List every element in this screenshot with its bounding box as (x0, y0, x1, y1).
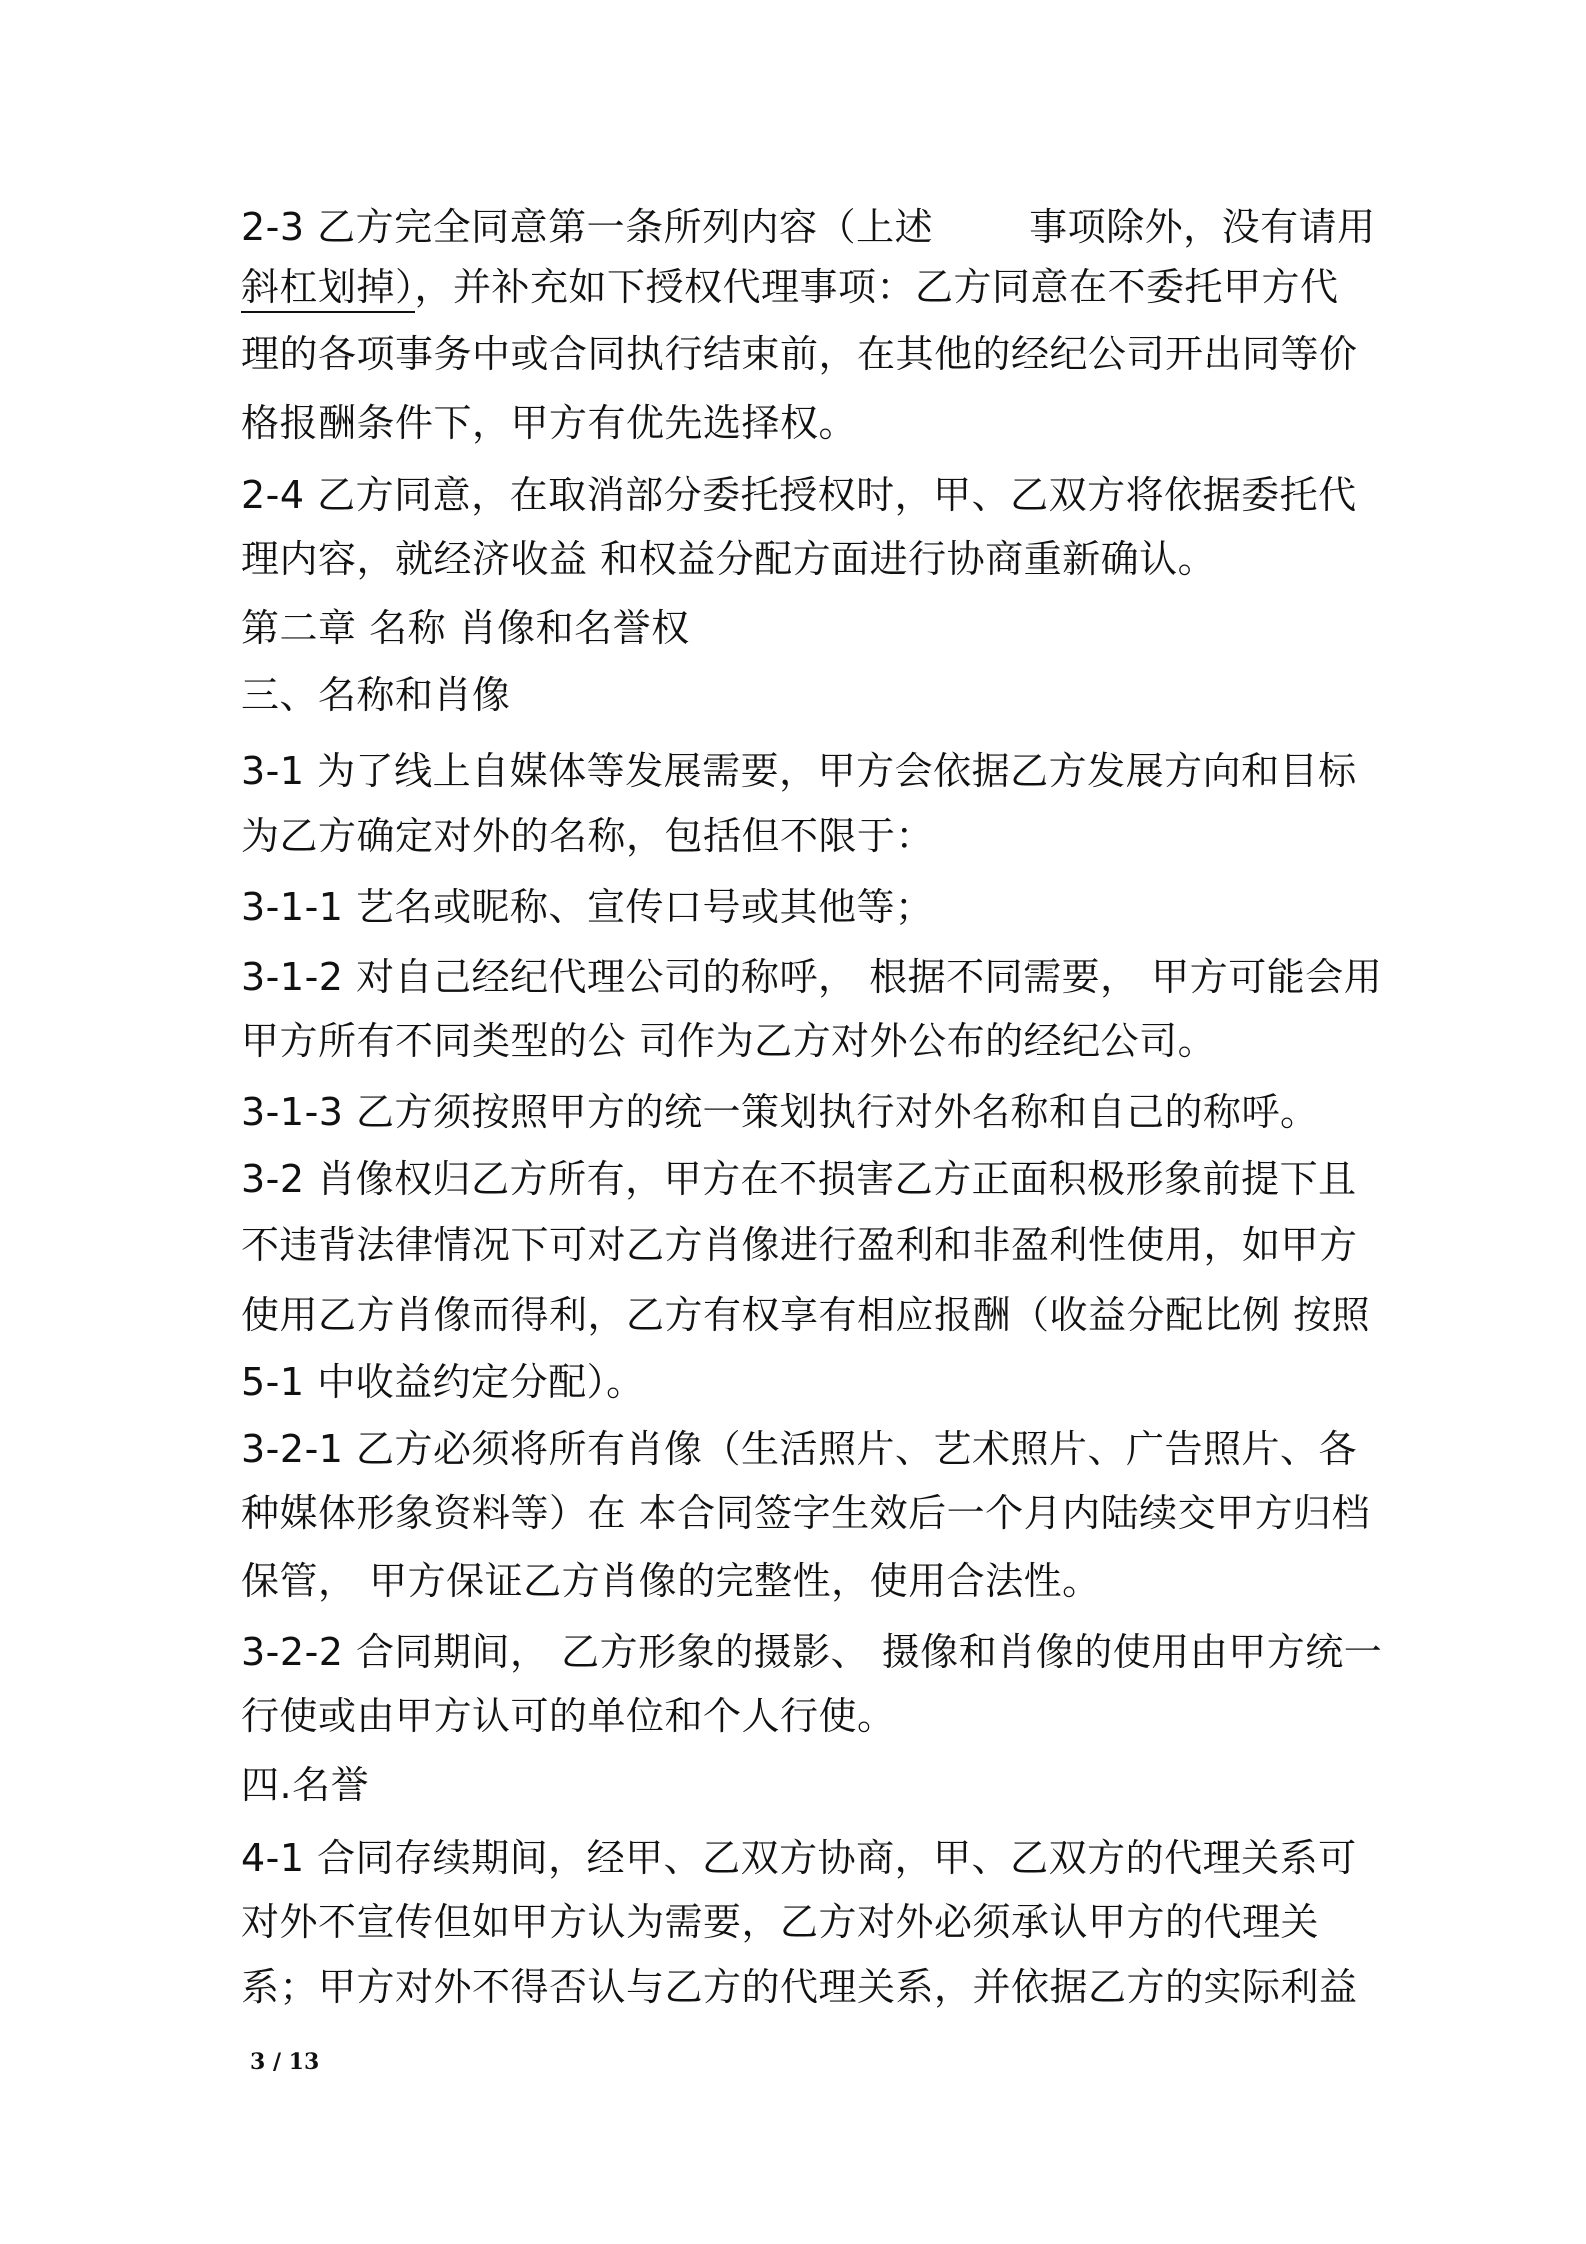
paragraph-3-2-line-2: 不违背法律情况下可对乙方肖像进行盈利和非盈利性使用，如甲方 (241, 1223, 1358, 1267)
paragraph-3-1-line-1: 3-1 为了线上自媒体等发展需要，甲方会依据乙方发展方向和目标 (241, 749, 1357, 793)
paragraph-3-1-3: 3-1-3 乙方须按照甲方的统一策划执行对外名称和自己的称呼。 (241, 1090, 1319, 1134)
paragraph-3-2-2-line-1: 3-2-2 合同期间， 乙方形象的摄影、 摄像和肖像的使用由甲方统一 (241, 1630, 1383, 1674)
paragraph-4-1-line-1: 4-1 合同存续期间，经甲、乙双方协商，甲、乙双方的代理关系可 (241, 1836, 1357, 1880)
paragraph-3-1-2-line-2: 甲方所有不同类型的公 司作为乙方对外公布的经纪公司。 (241, 1019, 1217, 1063)
chapter-heading: 第二章 名称 肖像和名誉权 (241, 606, 690, 650)
page-number: 3 / 13 (250, 2049, 320, 2075)
paragraph-2-3-line-2: 斜杠划掉），并补充如下授权代理事项：乙方同意在不委托甲方代 (241, 262, 1339, 312)
section-heading-reputation: 四.名誉 (241, 1763, 370, 1807)
paragraph-2-4-line-2: 理内容，就经济收益 和权益分配方面进行协商重新确认。 (241, 537, 1217, 581)
paragraph-3-1-line-2: 为乙方确定对外的名称，包括但不限于： (241, 814, 935, 858)
paragraph-2-3-line-4: 格报酬条件下，甲方有优先选择权。 (241, 401, 858, 445)
paragraph-4-1-line-2: 对外不宣传但如甲方认为需要，乙方对外必须承认甲方的代理关 (241, 1900, 1320, 1944)
paragraph-3-2-line-4: 5-1 中收益约定分配）。 (241, 1360, 645, 1404)
paragraph-3-1-2-line-1: 3-1-2 对自己经纪代理公司的称呼， 根据不同需要， 甲方可能会用 (241, 955, 1383, 999)
section-heading-name-and-portrait: 三、名称和肖像 (241, 673, 511, 717)
paragraph-3-2-1-line-1: 3-2-1 乙方必须将所有肖像（生活照片、艺术照片、广告照片、各 (241, 1427, 1358, 1471)
paragraph-3-2-1-line-2: 种媒体形象资料等）在 本合同签字生效后一个月内陆续交甲方归档 (241, 1491, 1371, 1535)
paragraph-3-2-line-1: 3-2 肖像权归乙方所有，甲方在不损害乙方正面积极形象前提下且 (241, 1157, 1357, 1201)
paragraph-3-2-1-line-3: 保管， 甲方保证乙方肖像的完整性，使用合法性。 (241, 1559, 1101, 1603)
paragraph-2-4-line-1: 2-4 乙方同意，在取消部分委托授权时，甲、乙双方将依据委托代 (241, 473, 1357, 517)
paragraph-3-2-line-3: 使用乙方肖像而得利，乙方有权享有相应报酬（收益分配比例 按照 (241, 1293, 1371, 1337)
paragraph-3-2-2-line-2: 行使或由甲方认可的单位和个人行使。 (241, 1694, 896, 1738)
paragraph-2-3-line-3: 理的各项事务中或合同执行结束前，在其他的经纪公司开出同等价 (241, 332, 1358, 376)
paragraph-4-1-line-3: 系；甲方对外不得否认与乙方的代理关系，并依据乙方的实际利益 (241, 1965, 1358, 2009)
paragraph-2-3-line-1: 2-3 乙方完全同意第一条所列内容（上述 事项除外，没有请用 (241, 205, 1376, 249)
paragraph-3-1-1: 3-1-1 艺名或昵称、宣传口号或其他等； (241, 885, 934, 929)
